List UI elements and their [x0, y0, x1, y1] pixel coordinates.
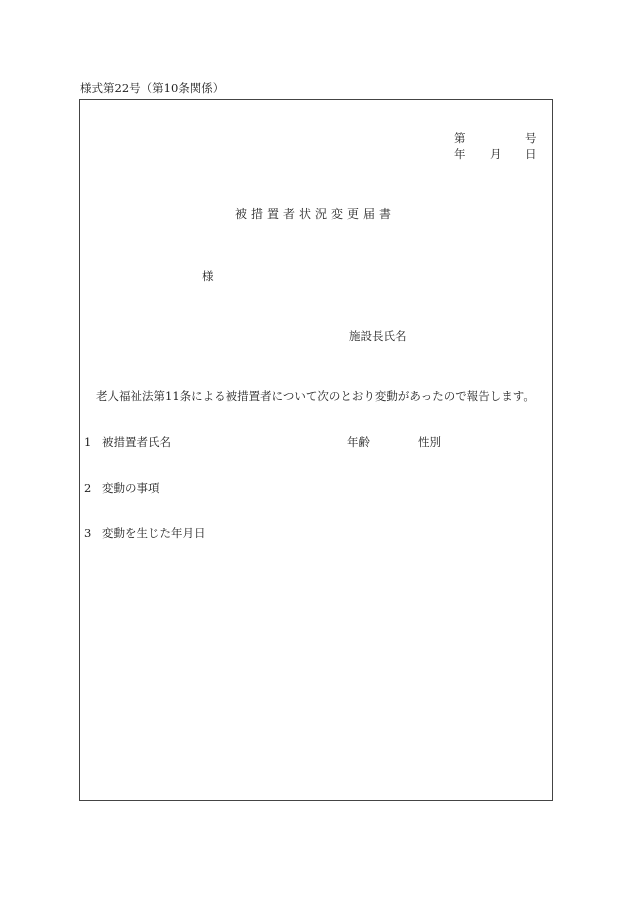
item-label: 変動を生じた年月日: [102, 526, 206, 540]
form-id-label: 様式第22号（第10条関係）: [80, 81, 225, 95]
age-label: 年齢: [347, 435, 370, 449]
day-label: 日: [525, 147, 537, 161]
item-number: 2: [84, 481, 92, 495]
year-label: 年: [454, 147, 466, 161]
month-label: 月: [490, 147, 502, 161]
item-label: 被措置者氏名: [102, 435, 171, 449]
item-number: 1: [84, 435, 92, 449]
form-frame: [79, 99, 553, 801]
item-person-name: [84, 435, 171, 449]
item-change-matter: [84, 481, 160, 495]
item-change-date: [84, 526, 206, 540]
director-name-label: 施設長氏名: [349, 329, 407, 343]
report-statement: 老人福祉法第11条による被措置者について次のとおり変動があったので報告します。: [96, 389, 535, 403]
sex-label: 性別: [418, 435, 441, 449]
document-number-label: 第: [454, 131, 466, 145]
document-title: 被措置者状況変更届書: [234, 207, 395, 221]
item-number: 3: [84, 526, 92, 540]
item-label: 変動の事項: [102, 481, 160, 495]
addressee-suffix: 様: [202, 269, 214, 283]
document-number-suffix: 号: [525, 131, 537, 145]
